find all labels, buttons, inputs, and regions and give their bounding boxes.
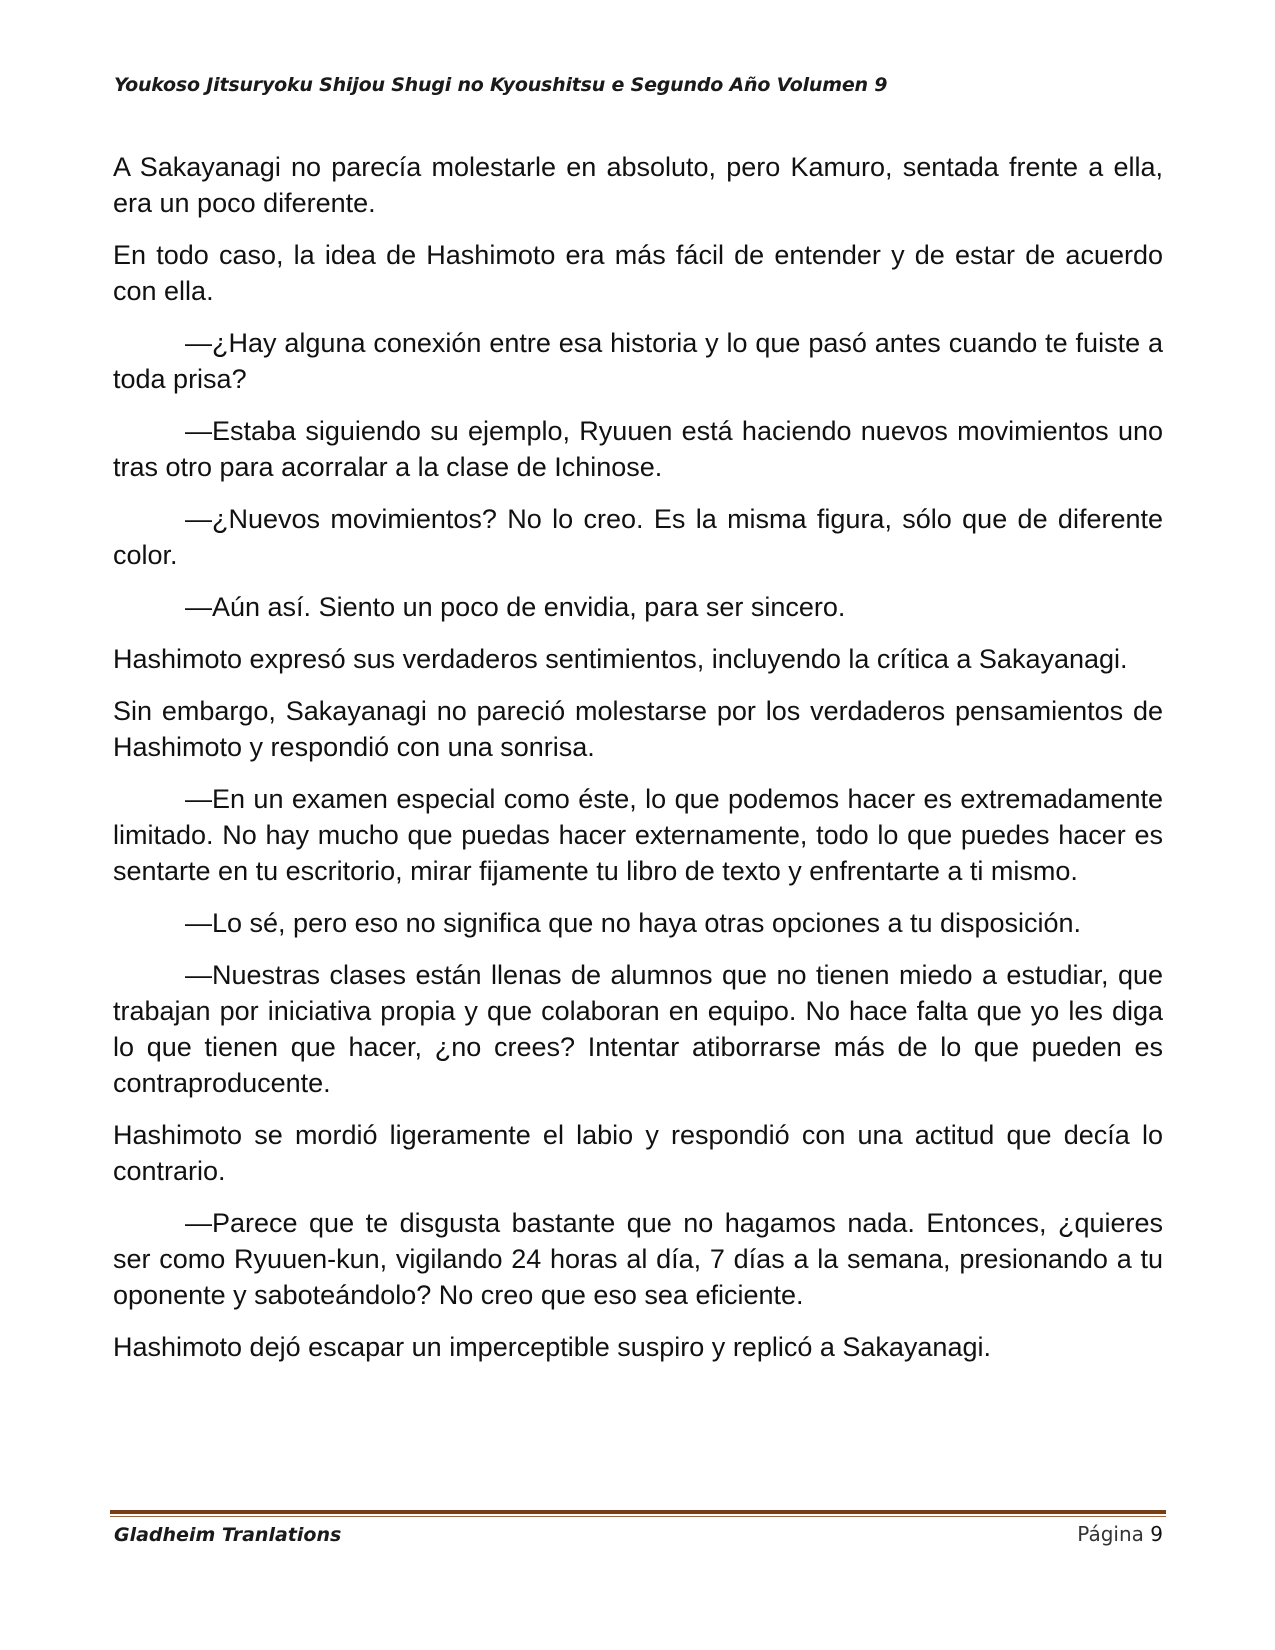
dialogue-paragraph: —Parece que te disgusta bastante que no hagamos nada. Entonces, ¿quieres ser como Ryuuen-kun, vigilando 24 horas al día, 7 días a la semana, presionando a tu oponente y saboteándolo? No creo que eso sea eficiente. (113, 1208, 1163, 1310)
dialogue-paragraph: —¿Hay alguna conexión entre esa historia y lo que pasó antes cuando te fuiste a toda prisa? (113, 328, 1163, 394)
page-number: 9 (1150, 1522, 1163, 1546)
paragraph: Hashimoto dejó escapar un imperceptible suspiro y replicó a Sakayanagi. (113, 1332, 991, 1362)
footer-divider-thin (110, 1516, 1166, 1517)
paragraph: A Sakayanagi no parecía molestarle en absoluto, pero Kamuro, sentada frente a ella, era un poco diferente. (113, 152, 1163, 218)
dialogue-paragraph: —Lo sé, pero eso no significa que no haya otras opciones a tu disposición. (185, 908, 1082, 938)
paragraph: En todo caso, la idea de Hashimoto era más fácil de entender y de estar de acuerdo con ella. (113, 240, 1163, 306)
page-body (113, 149, 1163, 1381)
dialogue-paragraph: —¿Nuevos movimientos? No lo creo. Es la misma figura, sólo que de diferente color. (113, 504, 1163, 570)
footer-page-indicator (1077, 1522, 1163, 1546)
paragraph: Hashimoto se mordió ligeramente el labio y respondió con una actitud que decía lo contrario. (113, 1120, 1163, 1186)
page-label: Página (1077, 1522, 1144, 1546)
dialogue-paragraph: —Nuestras clases están llenas de alumnos que no tienen miedo a estudiar, que trabajan por iniciativa propia y que colaboran en equipo. No hace falta que yo les diga lo que tienen que hacer, ¿no crees? Intentar atiborrarse más de lo que pueden es contraproducente. (113, 960, 1163, 1098)
dialogue-paragraph: —En un examen especial como éste, lo que podemos hacer es extremadamente limitado. No hay mucho que puedas hacer externamente, todo lo que puedes hacer es sentarte en tu escritorio, mirar fijamente tu libro de texto y enfrentarte a ti mismo. (113, 784, 1163, 886)
footer-translator-credit: Gladheim Tranlations (114, 1524, 342, 1546)
paragraph: Sin embargo, Sakayanagi no pareció molestarse por los verdaderos pensamientos de Hashimoto y respondió con una sonrisa. (113, 696, 1163, 762)
running-header-title: Youkoso Jitsuryoku Shijou Shugi no Kyoushitsu e Segundo Año Volumen 9 (114, 74, 888, 96)
dialogue-paragraph: —Aún así. Siento un poco de envidia, para ser sincero. (185, 592, 846, 622)
paragraph: Hashimoto expresó sus verdaderos sentimientos, incluyendo la crítica a Sakayanagi. (113, 644, 1128, 674)
footer-divider-thick (110, 1510, 1166, 1514)
dialogue-paragraph: —Estaba siguiendo su ejemplo, Ryuuen está haciendo nuevos movimientos uno tras otro para acorralar a la clase de Ichinose. (113, 416, 1163, 482)
